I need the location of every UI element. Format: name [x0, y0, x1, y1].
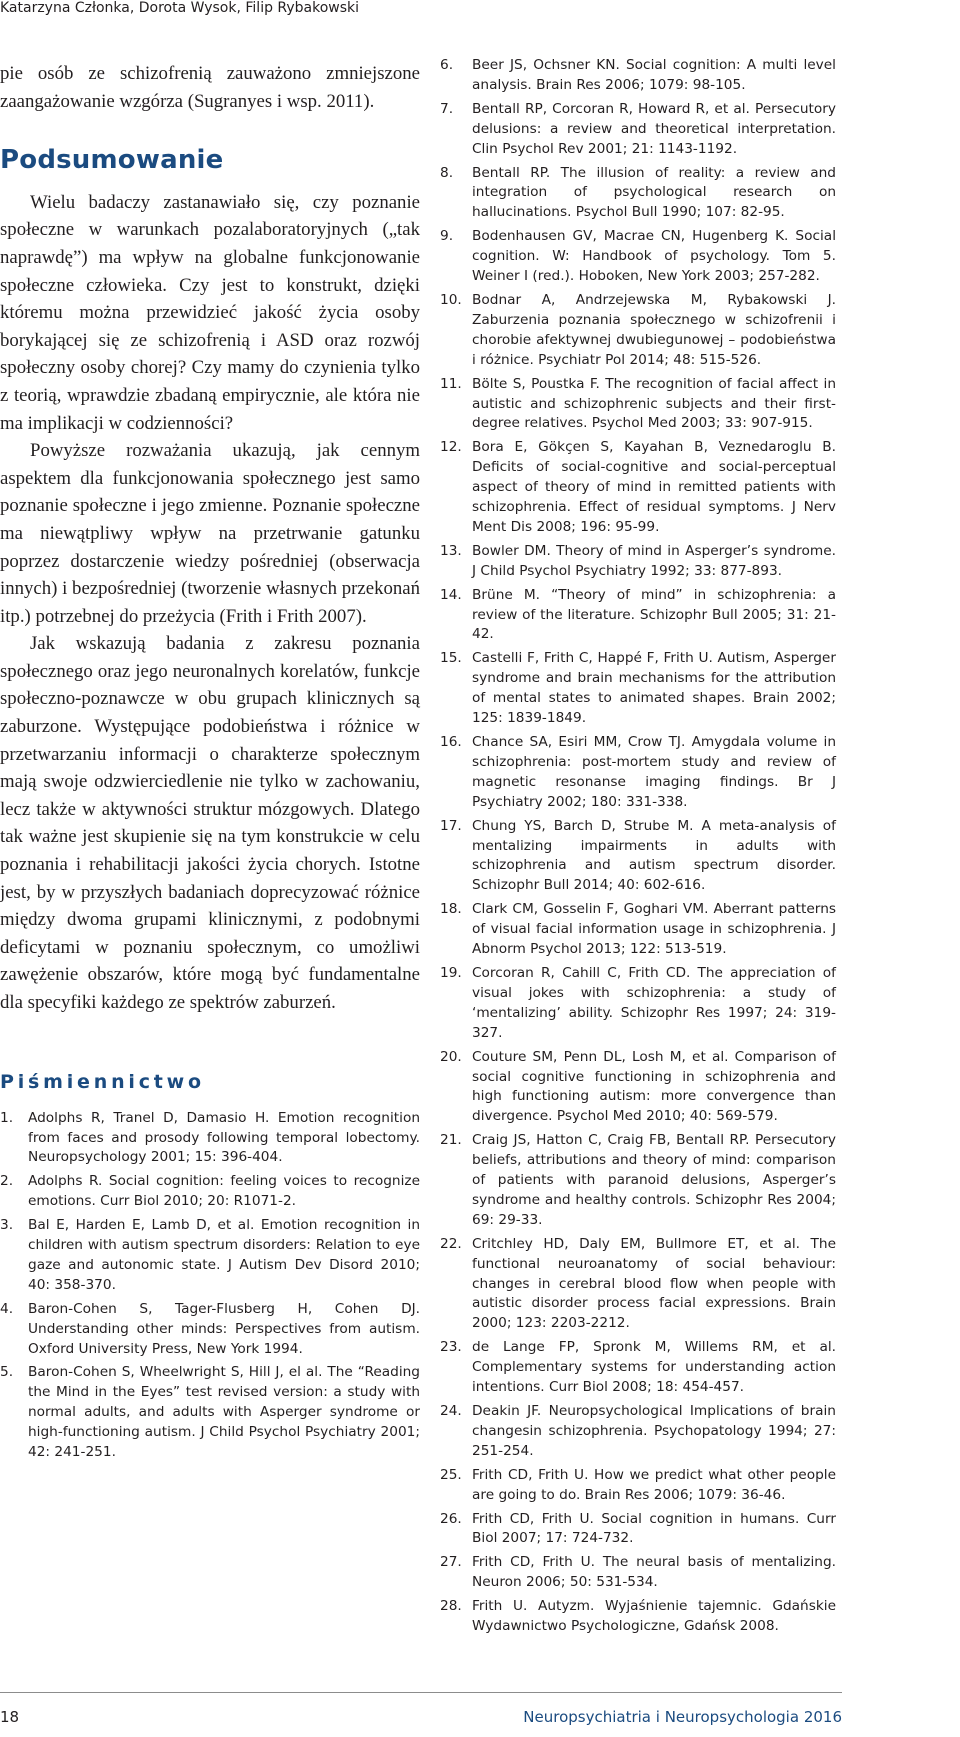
reference-number: 13.: [440, 542, 462, 559]
reference-number: 24.: [440, 1403, 462, 1419]
reference-item: [440, 291, 836, 371]
reference-text: Bodnar A, Andrzejewska M, Rybakowski J. Zaburzenia poznania społecznego w schizofrenii i chorobie afektywnej dwubiegunowej – podobieństwa i różnice. Psychiatr Pol 2014; 48: 515-526.: [472, 291, 836, 368]
reference-item: [440, 1597, 836, 1637]
reference-item: [440, 227, 836, 287]
reference-number: 25.: [440, 1466, 462, 1483]
reference-item: [440, 1510, 836, 1550]
reference-text: Frith CD, Frith U. The neural basis of mentalizing. Neuron 2006; 50: 531-534.: [472, 1554, 836, 1591]
reference-number: 3.: [0, 1217, 14, 1234]
running-head-authors: Katarzyna Członka, Dorota Wysok, Filip Rybakowski: [0, 0, 360, 16]
reference-number: 8.: [440, 164, 454, 181]
reference-item: [440, 164, 836, 224]
references-title: Piśmiennictwo: [0, 1070, 205, 1093]
body-paragraph: Jak wskazują badania z zakresu poznania społecznego oraz jego neuronalnych korelatów, funkcje społeczno-poznawcze w obu grupach klinicznych są zaburzone. Występujące podobieństwa i różnice w przetwarzaniu informacji o charakterze społecznym mają swoje odzwierciedlenie nie tylko w zachowaniu, lecz także w aktywności struktur mózgowych. Dlatego tak ważne jest skupienie się na tym konstrukcie w celu poznania i rehabilitacji jakości życia chorych. Istotne jest, by w przyszłych badaniach doprecyzować różnice między dwoma grupami klinicznymi, z podobnymi deficytami w poznaniu społecznym, co umożliwi zawężenie obszarów, które mogą być fundamentalne dla specyfiki każdego ze spektrów zaburzeń.: [0, 633, 420, 1013]
reference-item: [440, 375, 836, 435]
reference-number: 15.: [440, 650, 462, 667]
reference-number: 18.: [440, 901, 462, 918]
references-list-right: [440, 56, 836, 1637]
reference-text: Bora E, Gökçen S, Kayahan B, Veznedaroglu B. Deficits of social-cognitive and social-perceptual aspect of theory of mind in remitted patients with schizophrenia. Effect of residual symptoms. J Nerv Ment Dis 2008; 196: 95-99.: [472, 439, 836, 535]
reference-item: [440, 900, 836, 960]
reference-number: 17.: [440, 817, 462, 834]
reference-item: [0, 1172, 420, 1212]
reference-number: 26.: [440, 1510, 462, 1527]
reference-item: [440, 586, 836, 646]
reference-number: 27.: [440, 1554, 462, 1571]
reference-text: Baron-Cohen S, Tager-Flusberg H, Cohen DJ. Understanding other minds: Perspectives from autism. Oxford University Press, New York 1994.: [28, 1300, 420, 1357]
reference-item: [440, 1466, 836, 1506]
reference-text: Bölte S, Poustka F. The recognition of facial affect in autistic and schizophrenic subjects and their first-degree relatives. Psychol Med 2003; 33: 907-915.: [472, 375, 836, 432]
reference-text: Castelli F, Frith C, Happé F, Frith U. Autism, Asperger syndrome and brain mechanisms for the attribution of mental states to animated shapes. Brain 2002; 125: 1839-1849.: [472, 650, 836, 727]
reference-item: [440, 542, 836, 582]
reference-number: 1.: [0, 1109, 14, 1126]
page-number: 18: [0, 1708, 20, 1726]
reference-item: [440, 649, 836, 729]
reference-text: Chance SA, Esiri MM, Crow TJ. Amygdala volume in schizophrenia: post-mortem study and review of magnetic resonanse imaging findings. Br J Psychiatry 2002; 180: 331-338.: [472, 734, 836, 810]
reference-number: 2.: [0, 1173, 14, 1190]
reference-number: 16.: [440, 734, 462, 750]
reference-text: Critchley HD, Daly EM, Bullmore ET, et al. The functional neuroanatomy of social behaviour: changes in cerebral blood flow when people with autistic disorder process facial expressions. Brain 2000; 123: 2203-2212.: [472, 1235, 836, 1332]
reference-item: [440, 1235, 836, 1335]
reference-number: 19.: [440, 964, 462, 981]
reference-text: Bentall RP, Corcoran R, Howard R, et al. Persecutory delusions: a review and theoretical interpretation. Clin Psychol Rev 2001; 21: 1143-1192.: [472, 100, 836, 157]
reference-number: 23.: [440, 1339, 462, 1356]
reference-text: Frith CD, Frith U. How we predict what other people are going to do. Brain Res 2006; 1079: 36-46.: [472, 1466, 836, 1503]
reference-number: 20.: [440, 1048, 462, 1065]
reference-number: 12.: [440, 439, 462, 456]
reference-text: Bentall RP. The illusion of reality: a review and integration of psychological research on hallucinations. Psychol Bull 1990; 107: 82-95.: [472, 164, 836, 221]
intro-paragraph: pie osób ze schizofrenią zauważono zmniejszone zaangażowanie wzgórza (Sugranyes i wsp. 2011).: [0, 63, 420, 112]
reference-number: 9.: [440, 228, 454, 245]
reference-text: Corcoran R, Cahill C, Frith CD. The appreciation of visual jokes with schizophrenia: a study of ‘mentalizing’ ability. Schizophr Res 1997; 24: 319-327.: [472, 964, 836, 1041]
reference-item: [440, 1048, 836, 1128]
reference-item: [440, 1402, 836, 1462]
reference-text: Bodenhausen GV, Macrae CN, Hugenberg K. Social cognition. W: Handbook of psychology. Tom 5. Weiner I (red.). Hoboken, New York 2003; 257-282.: [472, 228, 836, 285]
reference-number: 10.: [440, 291, 462, 308]
reference-text: Adolphs R, Tranel D, Damasio H. Emotion recognition from faces and prosody following temporal lobectomy. Neuropsychology 2001; 15: 396-404.: [28, 1109, 420, 1166]
reference-item: [440, 1131, 836, 1231]
reference-text: Frith CD, Frith U. Social cognition in humans. Curr Biol 2007; 17: 724-732.: [472, 1510, 836, 1547]
reference-text: Bal E, Harden E, Lamb D, et al. Emotion recognition in children with autism spectrum disorders: Relation to eye gaze and autonomic state. J Autism Dev Disord 2010; 40: 358-370.: [28, 1217, 420, 1293]
reference-number: 28.: [440, 1598, 462, 1615]
reference-item: [440, 56, 836, 96]
reference-item: [440, 964, 836, 1044]
reference-item: [440, 100, 836, 160]
reference-number: 7.: [440, 100, 454, 117]
reference-number: 6.: [440, 57, 454, 73]
body-paragraph: Powyższe rozważania ukazują, jak cennym aspektem dla funkcjonowania społecznego jest samo poznanie społeczne i jego zmienne. Poznanie społeczne ma niewątpliwy wpływ na przetrwanie gatunku poprzez dostarczenie wiedzy pośredniej (obserwacja innych) i bezpośredniej (tworzenie własnych przekonań itp.) potrzebnej do przeżycia (Frith i Frith 2007).: [0, 440, 420, 627]
reference-text: Couture SM, Penn DL, Losh M, et al. Comparison of social cognitive functioning in schizophrenia and high functioning autism: more convergence than divergence. Psychol Med 2010; 40: 569-579.: [472, 1048, 836, 1125]
body-paragraph: Wielu badaczy zastanawiało się, czy poznanie społeczne w warunkach pozalaboratoryjnych („tak naprawdę”) ma wpływ na globalne funkcjonowanie społeczne człowieka. Czy jest to konstrukt, dzięki któremu można przewidzieć jakość życia osoby borykającej się ze schizofrenią i ASD oraz rozwój społeczny osoby chorej? Czy mamy do czynienia tylko z teorią, wprawdzie zbadaną empirycznie, ale która nie ma implikacji w codzienności?: [0, 191, 420, 434]
reference-text: Frith U. Autyzm. Wyjaśnienie tajemnic. Gdańskie Wydawnictwo Psychologiczne, Gdańsk 2008.: [472, 1598, 836, 1635]
reference-text: Baron-Cohen S, Wheelwright S, Hill J, el al. The “Reading the Mind in the Eyes” test revised version: a study with normal adults, and adults with Asperger syndrome or high-functioning autism. J Child Psychol Psychiatry 2001; 42: 241-251.: [28, 1364, 420, 1461]
reference-item: [440, 733, 836, 813]
reference-item: [0, 1109, 420, 1169]
reference-number: 4.: [0, 1300, 14, 1317]
reference-text: Brüne M. “Theory of mind” in schizophrenia: a review of the literature. Schizophr Bull 2005; 31: 21-42.: [472, 586, 836, 643]
reference-text: Bowler DM. Theory of mind in Asperger’s syndrome. J Child Psychol Psychiatry 1992; 33: 877-893.: [472, 542, 836, 579]
reference-text: de Lange FP, Spronk M, Willems RM, et al. Complementary systems for understanding action intentions. Curr Biol 2008; 18: 454-457.: [472, 1339, 836, 1396]
reference-text: Chung YS, Barch D, Strube M. A meta-analysis of mentalizing impairments in adults with schizophrenia and autism spectrum disorder. Schizophr Bull 2014; 40: 602-616.: [472, 817, 836, 894]
reference-item: [0, 1300, 420, 1360]
reference-number: 5.: [0, 1364, 14, 1381]
reference-text: Clark CM, Gosselin F, Goghari VM. Aberrant patterns of visual facial information usage in schizophrenia. J Abnorm Psychol 2013; 122: 513-519.: [472, 901, 836, 958]
reference-item: [440, 1338, 836, 1398]
reference-item: [0, 1363, 420, 1463]
article-body: [0, 60, 420, 1017]
reference-item: [0, 1216, 420, 1296]
reference-number: 21.: [440, 1132, 462, 1149]
reference-number: 14.: [440, 586, 462, 603]
reference-item: [440, 817, 836, 897]
left-column: [0, 60, 420, 1467]
reference-item: [440, 438, 836, 538]
reference-text: Craig JS, Hatton C, Craig FB, Bentall RP. Persecutory beliefs, attributions and theory of mind: comparison of patients with paranoid delusions, Asperger’s syndrome and healthy controls. Schizophr Res 2004; 69: 29-33.: [472, 1132, 836, 1228]
reference-number: 11.: [440, 375, 462, 392]
reference-number: 22.: [440, 1235, 462, 1252]
reference-item: [440, 1553, 836, 1593]
footer-divider: [0, 1692, 842, 1693]
reference-text: Adolphs R. Social cognition: feeling voices to recognize emotions. Curr Biol 2010; 20: R1071-2.: [28, 1173, 420, 1210]
reference-text: Deakin JF. Neuropsychological Implications of brain changesin schizophrenia. Psychopatology 1994; 27: 251-254.: [472, 1403, 836, 1459]
section-title-summary: Podsumowanie: [0, 145, 224, 176]
right-column: [440, 56, 836, 1641]
journal-name: Neuropsychiatria i Neuropsychologia 2016: [523, 1708, 842, 1726]
references-list-left: [0, 1109, 420, 1463]
reference-text: Beer JS, Ochsner KN. Social cognition: A multi level analysis. Brain Res 2006; 1079: 98-105.: [472, 57, 836, 93]
